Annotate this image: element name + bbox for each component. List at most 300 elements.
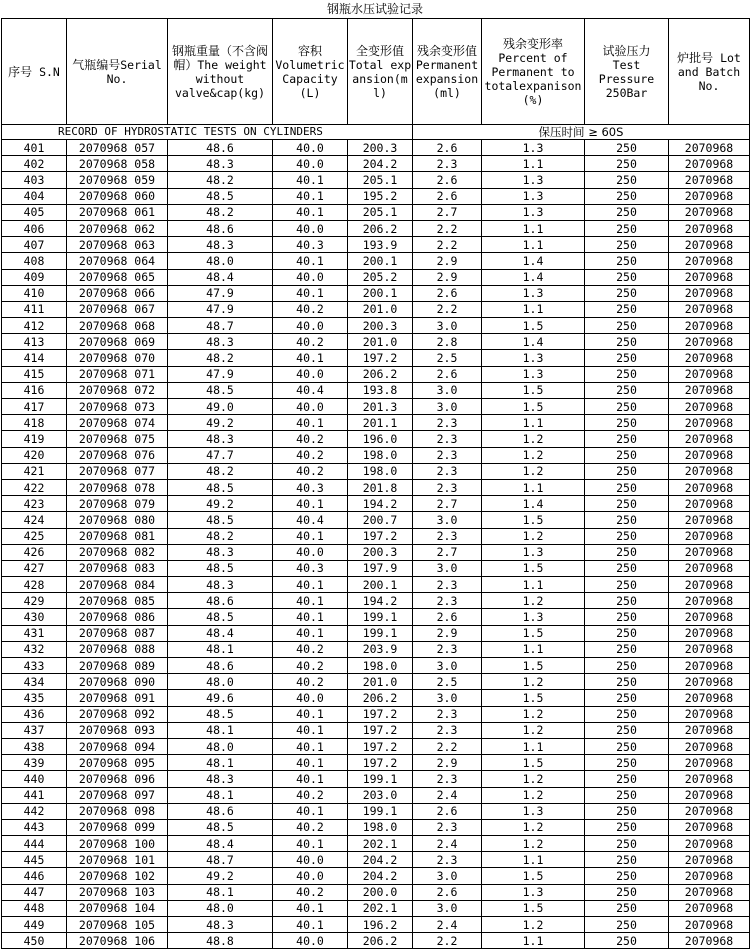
cell-lot-batch: 2070968 [669, 641, 750, 657]
table-row [2, 755, 750, 771]
cell-permanent-expansion: 2.3 [413, 447, 482, 463]
cell-total-expansion: 193.8 [348, 382, 413, 398]
table-row [2, 609, 750, 625]
cell-capacity: 40.1 [273, 722, 348, 738]
cell-permanent-expansion: 2.3 [413, 156, 482, 172]
table-row [2, 253, 750, 269]
cell-total-expansion: 200.0 [348, 884, 413, 900]
table-row [2, 172, 750, 188]
cell-cylinder-serial: 2070968 096 [67, 771, 168, 787]
cell-percent: 1.3 [482, 366, 585, 382]
table-row [2, 884, 750, 900]
cell-percent: 1.1 [482, 237, 585, 253]
cell-capacity: 40.1 [273, 204, 348, 220]
cell-serial-number: 402 [2, 156, 67, 172]
cell-test-pressure: 250 [585, 447, 669, 463]
cell-weight: 48.3 [168, 771, 273, 787]
cell-weight: 48.5 [168, 560, 273, 576]
cell-cylinder-serial: 2070968 079 [67, 496, 168, 512]
cell-total-expansion: 195.2 [348, 188, 413, 204]
cell-lot-batch: 2070968 [669, 140, 750, 156]
cell-lot-batch: 2070968 [669, 479, 750, 495]
cell-weight: 48.3 [168, 577, 273, 593]
document-title: 钢瓶水压试验记录 [326, 2, 423, 16]
cell-test-pressure: 250 [585, 560, 669, 576]
cell-serial-number: 407 [2, 237, 67, 253]
cell-permanent-expansion: 3.0 [413, 868, 482, 884]
cell-cylinder-serial: 2070968 064 [67, 253, 168, 269]
cell-serial-number: 414 [2, 350, 67, 366]
cell-percent: 1.2 [482, 787, 585, 803]
table-row [2, 577, 750, 593]
cell-percent: 1.4 [482, 253, 585, 269]
cell-permanent-expansion: 2.3 [413, 819, 482, 835]
cell-total-expansion: 201.0 [348, 334, 413, 350]
cell-serial-number: 448 [2, 900, 67, 916]
cell-lot-batch: 2070968 [669, 755, 750, 771]
cell-percent: 1.5 [482, 399, 585, 415]
table-row [2, 512, 750, 528]
cell-serial-number: 439 [2, 755, 67, 771]
cell-weight: 48.5 [168, 382, 273, 398]
cell-weight: 48.4 [168, 625, 273, 641]
cell-permanent-expansion: 2.2 [413, 933, 482, 949]
cell-cylinder-serial: 2070968 104 [67, 900, 168, 916]
cell-lot-batch: 2070968 [669, 625, 750, 641]
cell-test-pressure: 250 [585, 204, 669, 220]
cell-test-pressure: 250 [585, 803, 669, 819]
cell-total-expansion: 205.1 [348, 204, 413, 220]
cell-permanent-expansion: 2.6 [413, 366, 482, 382]
table-row [2, 496, 750, 512]
cell-capacity: 40.0 [273, 140, 348, 156]
cell-serial-number: 401 [2, 140, 67, 156]
cell-test-pressure: 250 [585, 593, 669, 609]
cell-total-expansion: 198.0 [348, 819, 413, 835]
cell-percent: 1.2 [482, 722, 585, 738]
header-weight: 钢瓶重量（不含阀帽）The weight without valve&cap(kg) [168, 19, 273, 125]
cell-lot-batch: 2070968 [669, 544, 750, 560]
cell-test-pressure: 250 [585, 366, 669, 382]
cell-cylinder-serial: 2070968 080 [67, 512, 168, 528]
cell-percent: 1.5 [482, 868, 585, 884]
cell-permanent-expansion: 2.5 [413, 674, 482, 690]
cell-permanent-expansion: 2.6 [413, 285, 482, 301]
cell-capacity: 40.2 [273, 658, 348, 674]
cell-capacity: 40.0 [273, 690, 348, 706]
cell-percent: 1.1 [482, 738, 585, 754]
cell-weight: 48.3 [168, 334, 273, 350]
cell-weight: 48.3 [168, 237, 273, 253]
cell-weight: 48.0 [168, 738, 273, 754]
cell-lot-batch: 2070968 [669, 334, 750, 350]
cell-percent: 1.2 [482, 431, 585, 447]
cell-permanent-expansion: 2.3 [413, 577, 482, 593]
cell-total-expansion: 193.9 [348, 237, 413, 253]
cell-serial-number: 449 [2, 917, 67, 933]
cell-lot-batch: 2070968 [669, 253, 750, 269]
cell-cylinder-serial: 2070968 099 [67, 819, 168, 835]
cell-weight: 48.3 [168, 431, 273, 447]
cell-total-expansion: 194.2 [348, 496, 413, 512]
table-row [2, 334, 750, 350]
cell-test-pressure: 250 [585, 771, 669, 787]
cell-capacity: 40.4 [273, 512, 348, 528]
cell-test-pressure: 250 [585, 884, 669, 900]
cell-cylinder-serial: 2070968 075 [67, 431, 168, 447]
cell-test-pressure: 250 [585, 674, 669, 690]
cell-permanent-expansion: 2.3 [413, 771, 482, 787]
cell-permanent-expansion: 2.3 [413, 641, 482, 657]
cell-serial-number: 432 [2, 641, 67, 657]
cell-serial-number: 419 [2, 431, 67, 447]
cell-weight: 48.2 [168, 350, 273, 366]
cell-cylinder-serial: 2070968 098 [67, 803, 168, 819]
cell-lot-batch: 2070968 [669, 609, 750, 625]
cell-test-pressure: 250 [585, 900, 669, 916]
cell-percent: 1.5 [482, 382, 585, 398]
cell-total-expansion: 197.2 [348, 722, 413, 738]
cell-weight: 48.2 [168, 528, 273, 544]
cell-serial-number: 442 [2, 803, 67, 819]
cell-capacity: 40.4 [273, 382, 348, 398]
cell-test-pressure: 250 [585, 285, 669, 301]
table-body [2, 140, 750, 949]
cell-capacity: 40.0 [273, 544, 348, 560]
cell-test-pressure: 250 [585, 140, 669, 156]
cell-cylinder-serial: 2070968 083 [67, 560, 168, 576]
header-serial-number: 序号 S.N [2, 19, 67, 125]
cell-capacity: 40.1 [273, 577, 348, 593]
cell-permanent-expansion: 2.8 [413, 334, 482, 350]
cell-total-expansion: 206.2 [348, 366, 413, 382]
cell-lot-batch: 2070968 [669, 674, 750, 690]
cell-lot-batch: 2070968 [669, 803, 750, 819]
cell-lot-batch: 2070968 [669, 836, 750, 852]
cell-permanent-expansion: 2.2 [413, 220, 482, 236]
cell-percent: 1.2 [482, 528, 585, 544]
cell-cylinder-serial: 2070968 101 [67, 852, 168, 868]
cell-cylinder-serial: 2070968 082 [67, 544, 168, 560]
cell-capacity: 40.0 [273, 220, 348, 236]
cell-weight: 48.3 [168, 156, 273, 172]
cell-cylinder-serial: 2070968 072 [67, 382, 168, 398]
cell-total-expansion: 197.2 [348, 755, 413, 771]
cell-permanent-expansion: 2.7 [413, 204, 482, 220]
cell-lot-batch: 2070968 [669, 431, 750, 447]
table-row [2, 771, 750, 787]
cell-test-pressure: 250 [585, 836, 669, 852]
cell-lot-batch: 2070968 [669, 496, 750, 512]
table-row [2, 560, 750, 576]
cell-lot-batch: 2070968 [669, 706, 750, 722]
cell-capacity: 40.2 [273, 884, 348, 900]
cell-test-pressure: 250 [585, 819, 669, 835]
cell-lot-batch: 2070968 [669, 415, 750, 431]
table-row [2, 738, 750, 754]
cell-permanent-expansion: 2.6 [413, 188, 482, 204]
cell-percent: 1.5 [482, 560, 585, 576]
cell-capacity: 40.2 [273, 334, 348, 350]
cell-percent: 1.5 [482, 658, 585, 674]
cell-permanent-expansion: 2.9 [413, 269, 482, 285]
cell-weight: 48.4 [168, 836, 273, 852]
header-total-expansion: 全变形值 Total expansion(ml) [348, 19, 413, 125]
cell-cylinder-serial: 2070968 076 [67, 447, 168, 463]
cell-weight: 48.4 [168, 269, 273, 285]
cell-total-expansion: 202.1 [348, 900, 413, 916]
cell-serial-number: 422 [2, 479, 67, 495]
cell-permanent-expansion: 3.0 [413, 318, 482, 334]
cell-serial-number: 430 [2, 609, 67, 625]
subtitle-english: RECORD OF HYDROSTATIC TESTS ON CYLINDERS [2, 125, 413, 140]
cell-test-pressure: 250 [585, 269, 669, 285]
cell-percent: 1.2 [482, 706, 585, 722]
table-row [2, 674, 750, 690]
cell-permanent-expansion: 2.4 [413, 836, 482, 852]
cell-weight: 48.2 [168, 204, 273, 220]
cell-serial-number: 418 [2, 415, 67, 431]
cell-capacity: 40.0 [273, 852, 348, 868]
cell-capacity: 40.1 [273, 172, 348, 188]
hold-time: 保压时间 ≥ 60S [413, 125, 750, 140]
table-row [2, 431, 750, 447]
cell-weight: 49.2 [168, 496, 273, 512]
cell-cylinder-serial: 2070968 067 [67, 301, 168, 317]
cell-capacity: 40.1 [273, 771, 348, 787]
cell-weight: 48.1 [168, 787, 273, 803]
cell-percent: 1.3 [482, 609, 585, 625]
cell-serial-number: 443 [2, 819, 67, 835]
table-row [2, 544, 750, 560]
cell-serial-number: 421 [2, 463, 67, 479]
cell-cylinder-serial: 2070968 094 [67, 738, 168, 754]
cell-weight: 48.5 [168, 609, 273, 625]
cell-lot-batch: 2070968 [669, 560, 750, 576]
cell-weight: 47.7 [168, 447, 273, 463]
cell-capacity: 40.3 [273, 479, 348, 495]
cell-cylinder-serial: 2070968 100 [67, 836, 168, 852]
cell-capacity: 40.1 [273, 609, 348, 625]
table-row [2, 156, 750, 172]
cell-capacity: 40.1 [273, 706, 348, 722]
table-row [2, 204, 750, 220]
cell-weight: 48.8 [168, 933, 273, 949]
cell-test-pressure: 250 [585, 787, 669, 803]
test-record-table [1, 18, 750, 949]
cell-test-pressure: 250 [585, 512, 669, 528]
cell-serial-number: 437 [2, 722, 67, 738]
cell-test-pressure: 250 [585, 334, 669, 350]
table-row [2, 528, 750, 544]
header-test-pressure: 试验压力 Test Pressure 250Bar [585, 19, 669, 125]
cell-test-pressure: 250 [585, 609, 669, 625]
table-row [2, 641, 750, 657]
cell-test-pressure: 250 [585, 156, 669, 172]
table-row [2, 479, 750, 495]
cell-cylinder-serial: 2070968 070 [67, 350, 168, 366]
cell-weight: 47.9 [168, 285, 273, 301]
cell-capacity: 40.1 [273, 593, 348, 609]
table-row [2, 301, 750, 317]
cell-cylinder-serial: 2070968 069 [67, 334, 168, 350]
cell-cylinder-serial: 2070968 102 [67, 868, 168, 884]
cell-lot-batch: 2070968 [669, 350, 750, 366]
cell-test-pressure: 250 [585, 917, 669, 933]
cell-test-pressure: 250 [585, 188, 669, 204]
cell-weight: 49.2 [168, 868, 273, 884]
cell-weight: 48.0 [168, 900, 273, 916]
cell-permanent-expansion: 2.3 [413, 593, 482, 609]
cell-lot-batch: 2070968 [669, 917, 750, 933]
cell-permanent-expansion: 2.9 [413, 253, 482, 269]
cell-test-pressure: 250 [585, 415, 669, 431]
cell-serial-number: 412 [2, 318, 67, 334]
cell-percent: 1.3 [482, 285, 585, 301]
cell-test-pressure: 250 [585, 528, 669, 544]
cell-total-expansion: 196.2 [348, 917, 413, 933]
cell-total-expansion: 204.2 [348, 156, 413, 172]
cell-percent: 1.1 [482, 156, 585, 172]
cell-serial-number: 413 [2, 334, 67, 350]
cell-permanent-expansion: 3.0 [413, 900, 482, 916]
cell-weight: 48.1 [168, 641, 273, 657]
cell-percent: 1.2 [482, 819, 585, 835]
table-row [2, 140, 750, 156]
cell-cylinder-serial: 2070968 068 [67, 318, 168, 334]
cell-lot-batch: 2070968 [669, 577, 750, 593]
cell-serial-number: 416 [2, 382, 67, 398]
cell-test-pressure: 250 [585, 706, 669, 722]
cell-test-pressure: 250 [585, 301, 669, 317]
cell-permanent-expansion: 2.3 [413, 463, 482, 479]
cell-lot-batch: 2070968 [669, 933, 750, 949]
cell-serial-number: 425 [2, 528, 67, 544]
cell-percent: 1.4 [482, 334, 585, 350]
cell-lot-batch: 2070968 [669, 285, 750, 301]
cell-permanent-expansion: 3.0 [413, 399, 482, 415]
cell-total-expansion: 201.8 [348, 479, 413, 495]
cell-total-expansion: 201.0 [348, 674, 413, 690]
cell-permanent-expansion: 3.0 [413, 560, 482, 576]
cell-capacity: 40.0 [273, 318, 348, 334]
cell-percent: 1.3 [482, 204, 585, 220]
cell-weight: 48.5 [168, 819, 273, 835]
cell-capacity: 40.0 [273, 868, 348, 884]
cell-permanent-expansion: 2.6 [413, 140, 482, 156]
cell-cylinder-serial: 2070968 071 [67, 366, 168, 382]
cell-weight: 49.6 [168, 690, 273, 706]
table-row [2, 852, 750, 868]
cell-capacity: 40.1 [273, 188, 348, 204]
cell-capacity: 40.1 [273, 900, 348, 916]
cell-serial-number: 446 [2, 868, 67, 884]
cell-total-expansion: 204.2 [348, 852, 413, 868]
cell-cylinder-serial: 2070968 097 [67, 787, 168, 803]
cell-total-expansion: 202.1 [348, 836, 413, 852]
cell-weight: 48.2 [168, 463, 273, 479]
subtitle-row [2, 125, 750, 140]
cell-total-expansion: 198.0 [348, 463, 413, 479]
cell-capacity: 40.2 [273, 641, 348, 657]
cell-serial-number: 428 [2, 577, 67, 593]
table-row [2, 917, 750, 933]
header-permanent-expansion: 残余变形值 Permanent expansion (ml) [413, 19, 482, 125]
cell-cylinder-serial: 2070968 057 [67, 140, 168, 156]
cell-cylinder-serial: 2070968 066 [67, 285, 168, 301]
cell-capacity: 40.1 [273, 285, 348, 301]
cell-serial-number: 403 [2, 172, 67, 188]
cell-serial-number: 409 [2, 269, 67, 285]
cell-percent: 1.1 [482, 479, 585, 495]
cell-cylinder-serial: 2070968 085 [67, 593, 168, 609]
table-row [2, 285, 750, 301]
cell-serial-number: 429 [2, 593, 67, 609]
table-row [2, 399, 750, 415]
cell-test-pressure: 250 [585, 318, 669, 334]
cell-weight: 49.2 [168, 415, 273, 431]
cell-percent: 1.3 [482, 188, 585, 204]
cell-total-expansion: 203.9 [348, 641, 413, 657]
cell-weight: 48.3 [168, 544, 273, 560]
cell-permanent-expansion: 3.0 [413, 690, 482, 706]
cell-serial-number: 441 [2, 787, 67, 803]
cell-permanent-expansion: 2.3 [413, 722, 482, 738]
cell-capacity: 40.1 [273, 836, 348, 852]
cell-total-expansion: 206.2 [348, 220, 413, 236]
cell-total-expansion: 203.0 [348, 787, 413, 803]
cell-lot-batch: 2070968 [669, 593, 750, 609]
cell-capacity: 40.1 [273, 253, 348, 269]
cell-percent: 1.5 [482, 318, 585, 334]
cell-capacity: 40.1 [273, 738, 348, 754]
cell-weight: 48.5 [168, 706, 273, 722]
cell-percent: 1.3 [482, 350, 585, 366]
cell-lot-batch: 2070968 [669, 868, 750, 884]
cell-test-pressure: 250 [585, 738, 669, 754]
cell-weight: 48.1 [168, 755, 273, 771]
cell-cylinder-serial: 2070968 059 [67, 172, 168, 188]
cell-permanent-expansion: 2.4 [413, 787, 482, 803]
cell-lot-batch: 2070968 [669, 220, 750, 236]
cell-total-expansion: 198.0 [348, 658, 413, 674]
cell-test-pressure: 250 [585, 641, 669, 657]
cell-capacity: 40.0 [273, 399, 348, 415]
cell-permanent-expansion: 2.2 [413, 301, 482, 317]
cell-cylinder-serial: 2070968 095 [67, 755, 168, 771]
cell-serial-number: 447 [2, 884, 67, 900]
cell-capacity: 40.1 [273, 350, 348, 366]
cell-serial-number: 417 [2, 399, 67, 415]
cell-cylinder-serial: 2070968 065 [67, 269, 168, 285]
cell-total-expansion: 200.3 [348, 544, 413, 560]
cell-total-expansion: 199.1 [348, 803, 413, 819]
cell-test-pressure: 250 [585, 755, 669, 771]
cell-percent: 1.1 [482, 301, 585, 317]
cell-lot-batch: 2070968 [669, 156, 750, 172]
table-row [2, 900, 750, 916]
cell-percent: 1.3 [482, 544, 585, 560]
cell-cylinder-serial: 2070968 062 [67, 220, 168, 236]
cell-cylinder-serial: 2070968 087 [67, 625, 168, 641]
header-lot-batch: 炉批号 Lot and Batch No. [669, 19, 750, 125]
cell-weight: 48.0 [168, 253, 273, 269]
table-row [2, 188, 750, 204]
cell-weight: 48.6 [168, 220, 273, 236]
cell-lot-batch: 2070968 [669, 900, 750, 916]
table-row [2, 350, 750, 366]
cell-test-pressure: 250 [585, 577, 669, 593]
